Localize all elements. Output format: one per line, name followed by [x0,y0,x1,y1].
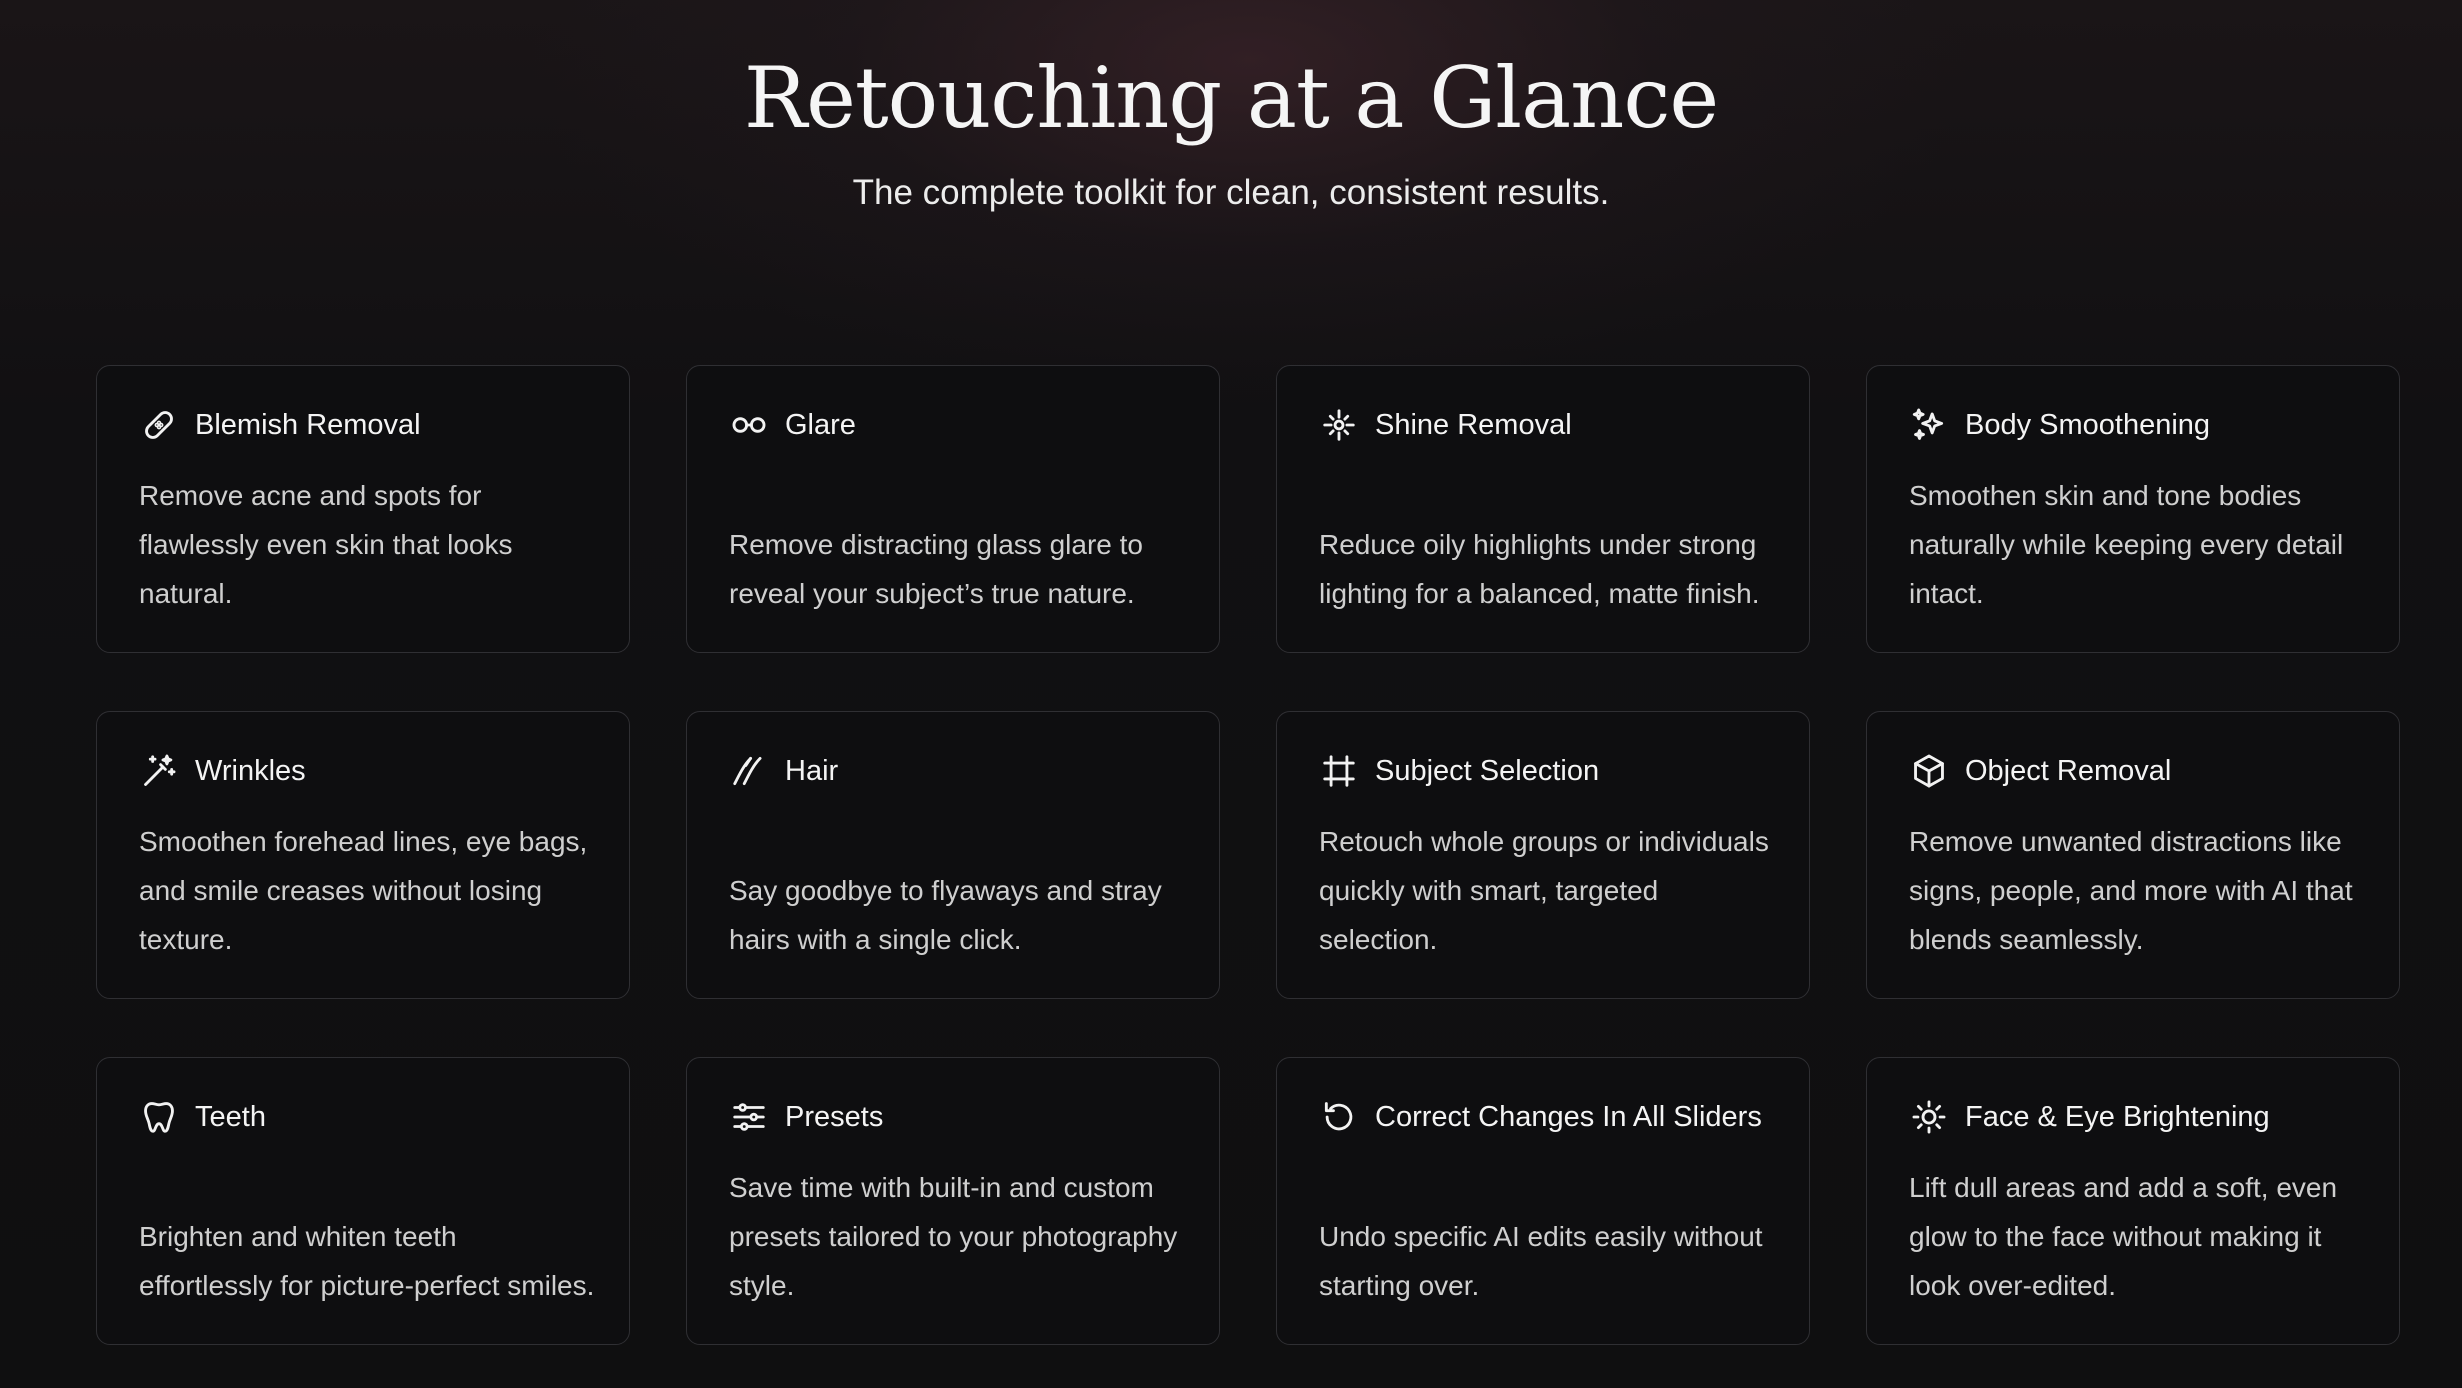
feature-card-wrinkles [96,711,630,999]
card-title: Glare [785,408,856,441]
cube-icon [1909,751,1949,791]
card-description: Smoothen skin and tone bodies naturally while keeping every detail intact. [1909,480,2344,609]
sparkles-icon [1909,405,1949,445]
card-title: Hair [785,754,839,787]
sun-icon [1909,1097,1949,1137]
feature-card-subject-selection [1276,711,1810,999]
card-title: Object Removal [1965,754,2172,787]
page-subtitle: The complete toolkit for clean, consistent results. [852,173,1610,212]
feature-card-face-eye-brightening [1866,1057,2400,1345]
feature-card-body-smoothening [1866,365,2400,653]
feature-card-glare [686,365,1220,653]
card-title: Presets [785,1100,884,1133]
feature-card-correct-changes [1276,1057,1810,1345]
crop-hash-icon [1319,751,1359,791]
feature-card-blemish-removal [96,365,630,653]
card-description: Brighten and whiten teeth effortlessly for picture-perfect smiles. [139,1221,595,1301]
feature-card-presets [686,1057,1220,1345]
card-description: Say goodbye to flyaways and stray hairs with a single click. [729,875,1162,955]
card-title: Wrinkles [195,754,306,787]
card-title: Teeth [195,1100,266,1133]
card-description: Undo specific AI edits easily without starting over. [1319,1221,1763,1301]
card-description: Remove unwanted distractions like signs, people, and more with AI that blends seamlessly. [1909,826,2353,955]
card-description: Remove distracting glass glare to reveal your subject’s true nature. [729,529,1143,609]
feature-card-teeth [96,1057,630,1345]
undo-icon [1319,1097,1359,1137]
card-description: Retouch whole groups or individuals quickly with smart, targeted selection. [1319,826,1769,955]
feature-card-shine-removal [1276,365,1810,653]
magic-wand-icon [139,751,179,791]
card-title: Shine Removal [1375,408,1572,441]
feature-card-object-removal [1866,711,2400,999]
card-title: Subject Selection [1375,754,1600,787]
bandage-icon [139,405,179,445]
tooth-icon [139,1097,179,1137]
card-title: Face & Eye Brightening [1965,1100,2270,1133]
card-title: Body Smoothening [1965,408,2211,441]
card-title: Correct Changes In All Sliders [1375,1100,1762,1133]
hair-icon [729,751,769,791]
feature-card-hair [686,711,1220,999]
card-description: Remove acne and spots for flawlessly even skin that looks natural. [139,480,513,609]
card-description: Smoothen forehead lines, eye bags, and smile creases without losing texture. [139,826,588,955]
card-description: Reduce oily highlights under strong lighting for a balanced, matte finish. [1319,529,1760,609]
card-description: Lift dull areas and add a soft, even glow to the face without making it look over-edited. [1909,1172,2338,1301]
glasses-icon [729,405,769,445]
feature-grid [96,365,2400,1345]
card-description: Save time with built-in and custom presets tailored to your photography style. [729,1172,1178,1301]
card-title: Blemish Removal [195,408,421,441]
sliders-icon [729,1097,769,1137]
page-title: Retouching at a Glance [743,49,1719,147]
shine-icon [1319,405,1359,445]
